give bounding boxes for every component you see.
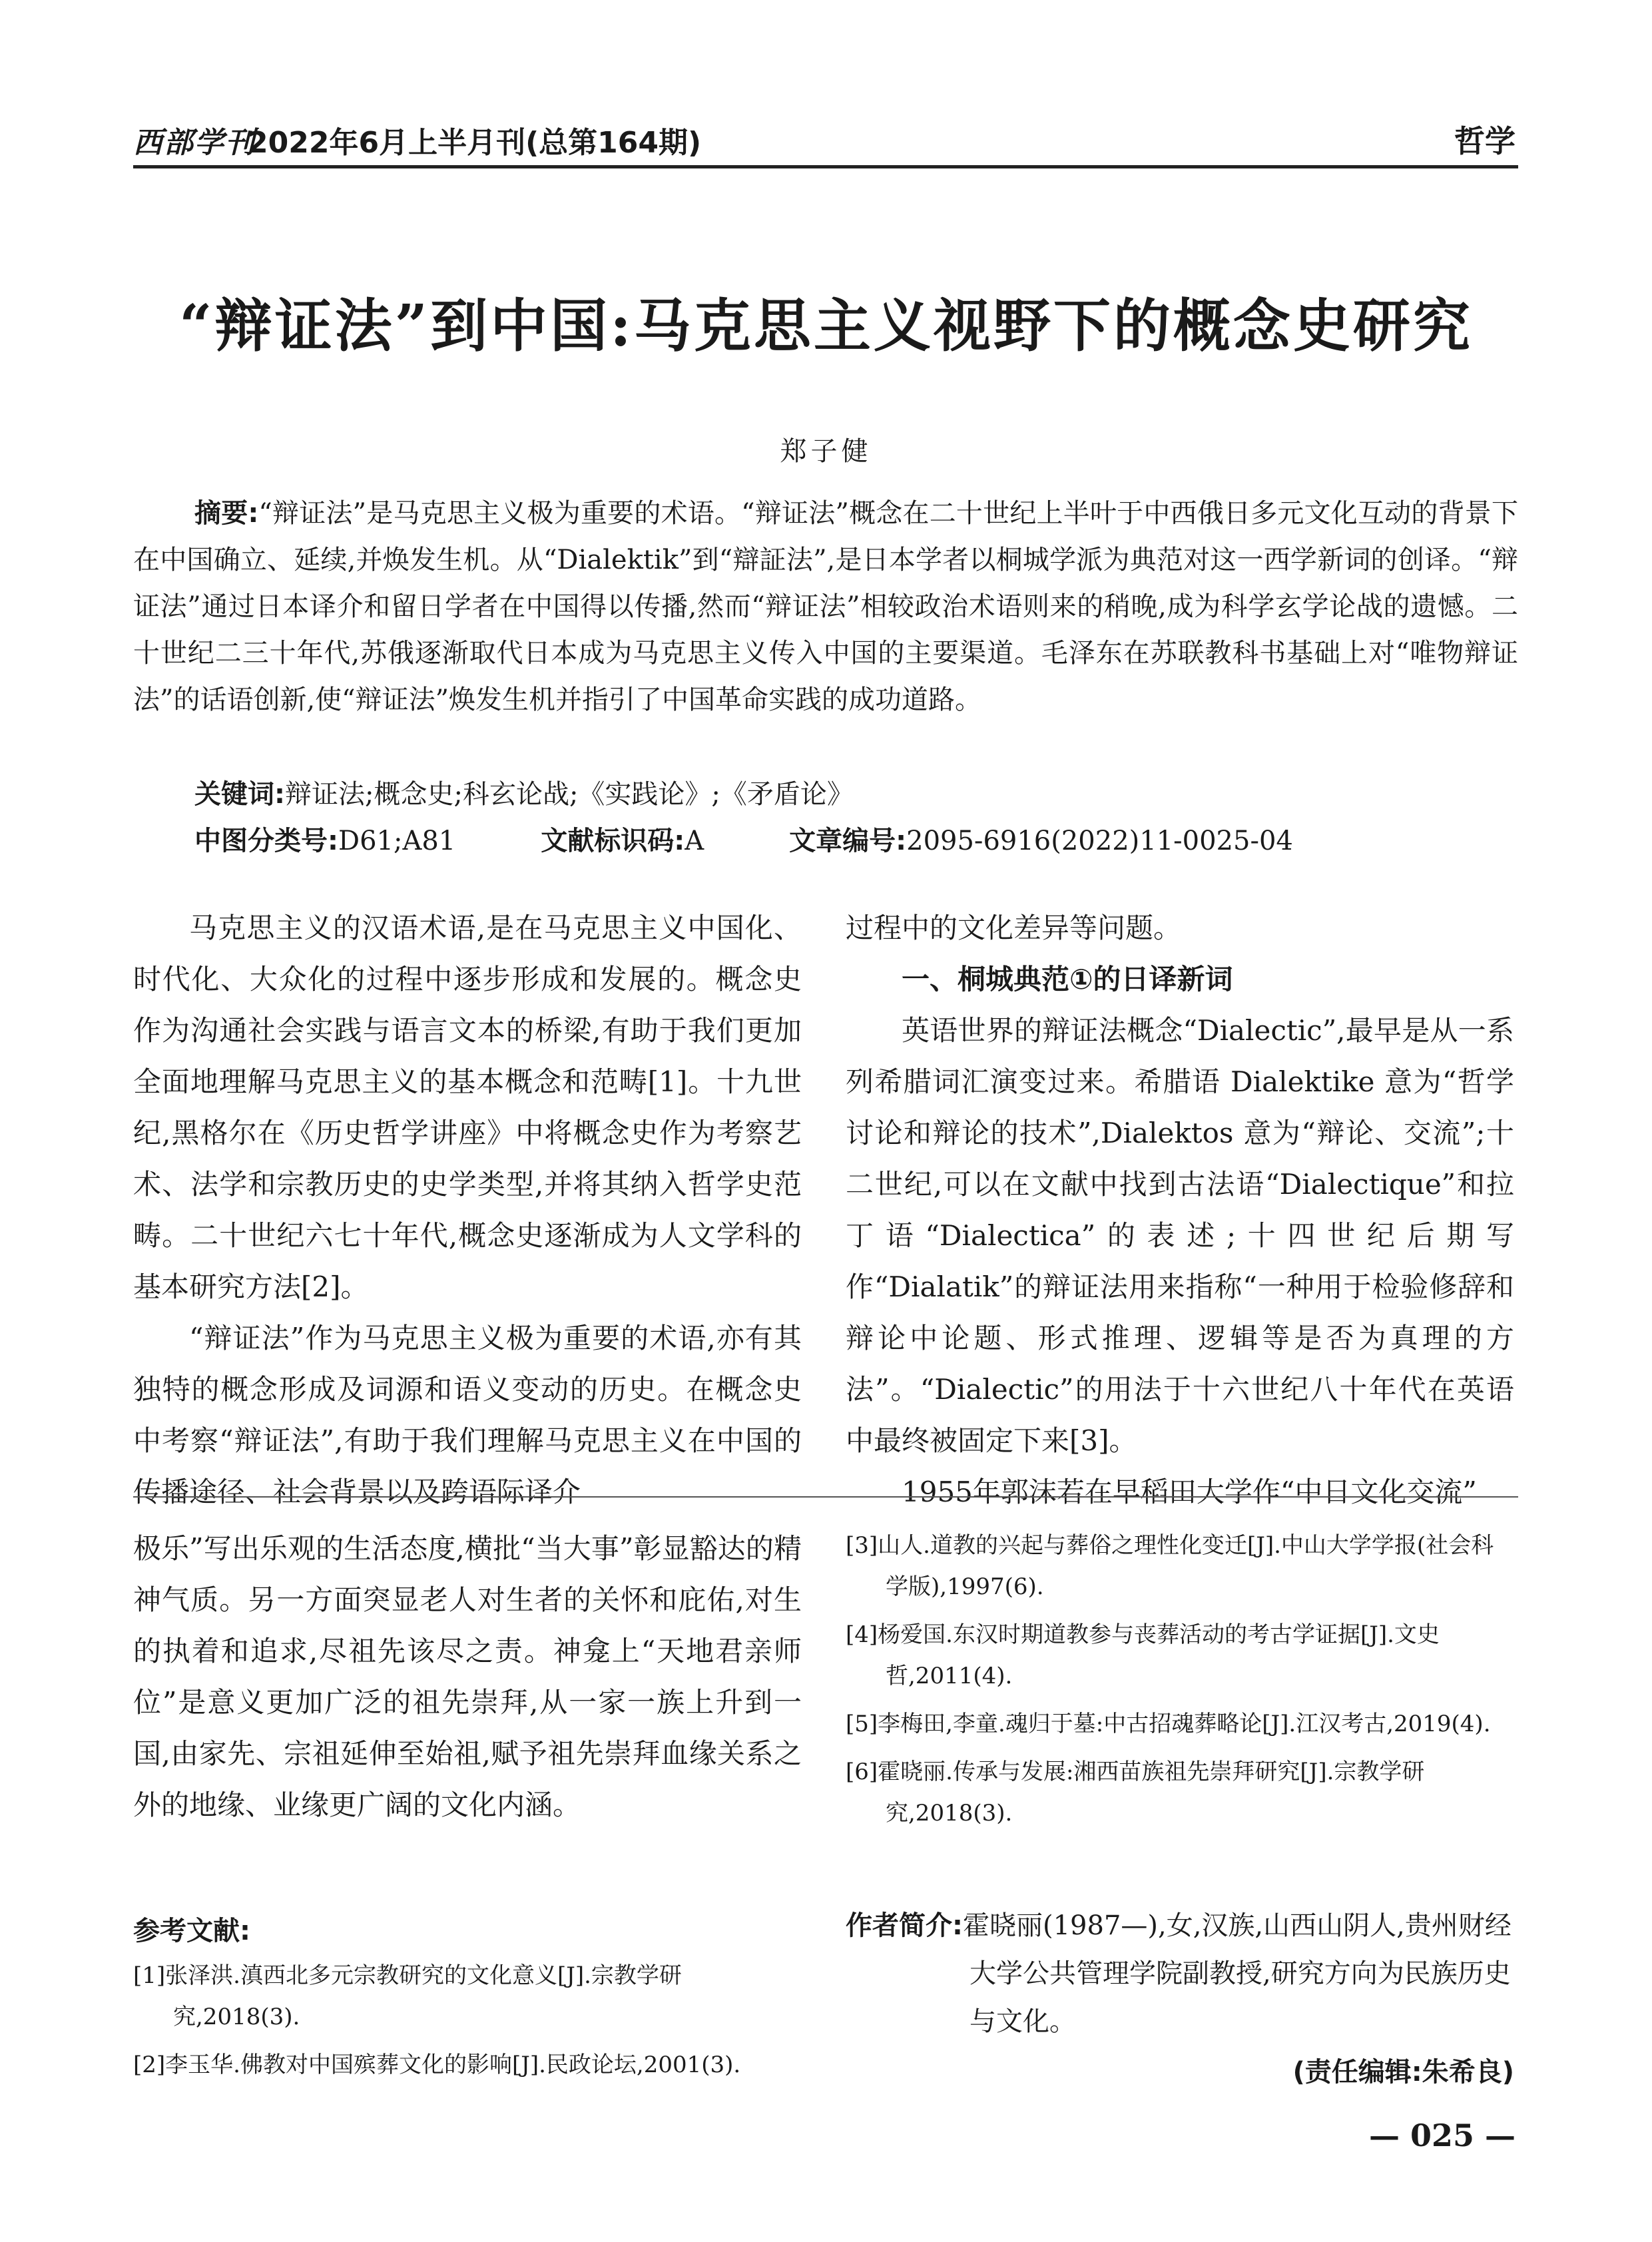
reference-item: [1]张泽洪.滇西北多元宗教研究的文化意义[J].宗教学研究,2018(3). bbox=[133, 1962, 682, 2030]
reference-item: [2]李玉华.佛教对中国殡葬文化的影响[J].民政论坛,2001(3). bbox=[133, 2052, 741, 2078]
body-paragraph: 过程中的文化差异等问题。 bbox=[846, 912, 1182, 944]
classification-line bbox=[133, 818, 1518, 864]
keywords-label: 关键词: bbox=[194, 779, 285, 810]
article-number-value: 2095-6916(2022)11-0025-04 bbox=[906, 826, 1293, 856]
body-paragraph: 马克思主义的汉语术语,是在马克思主义中国化、时代化、大众化的过程中逐步形成和发展的。概念史作为沟通社会实践与语言文本的桥梁,有助于我们更加全面地理解马克思主义的基本概念和范畴[1]。十九世纪,黑格尔在《历史哲学讲座》中将概念史作为考察艺术、法学和宗教历史的史学类型,并将其纳入哲学史范畴。二十世纪六七十年代,概念史逐渐成为人文学科的基本研究方法[2]。 bbox=[133, 912, 802, 1303]
body-column-right bbox=[846, 902, 1514, 1518]
reference-item: [4]杨爱国.东汉时期道教参与丧葬活动的考古学证据[J].文史哲,2011(4). bbox=[846, 1621, 1440, 1689]
references-title: 参考文献: bbox=[133, 1916, 250, 1946]
header-rule bbox=[133, 165, 1518, 168]
body-paragraph: 极乐”写出乐观的生活态度,横批“当大事”彰显豁达的精神气质。另一方面突显老人对生者的关怀和庇佑,对生的执着和追求,尽祖先该尽之责。神龛上“天地君亲师位”是意义更加广泛的祖先崇拜,从一家一族上升到一国,由家先、宗祖延伸至始祖,赋予祖先崇拜血缘关系之外的地缘、业缘更广阔的文化内涵。 bbox=[133, 1532, 802, 1821]
keywords bbox=[133, 771, 1518, 818]
journal-logo: 西部学刊 bbox=[133, 126, 256, 160]
doc-code-value: A bbox=[685, 826, 704, 856]
references-left bbox=[133, 1955, 802, 2092]
author-bio bbox=[846, 1902, 1514, 2096]
section-label: 哲学 bbox=[1454, 123, 1515, 159]
clc-value: D61;A81 bbox=[338, 826, 456, 856]
article-title: “辩证法”到中国:马克思主义视野下的概念史研究 bbox=[179, 292, 1473, 360]
author-bio-text-wrap bbox=[846, 1902, 1514, 2046]
section-divider bbox=[133, 1496, 1518, 1498]
body-paragraph: 英语世界的辩证法概念“Dialectic”,最早是从一系列希腊词汇演变过来。希腊语 Dialektike 意为“哲学讨论和辩论的技术”,Dialektos 意为“辩论、交流”;十二世纪,可以在文献中找到古法语“Dialectique”和拉丁语“Dialectica”的表述;十四世纪后期写作“Dialatik”的辩证法用来指称“一种用于检验修辞和辩论中论题、形式推理、逻辑等是否为真理的方法”。“Dialectic”的用法于十六世纪八十年代在英语中最终被固定下来[3]。 bbox=[846, 1014, 1514, 1457]
doc-code-label: 文献标识码: bbox=[541, 826, 685, 856]
article-number-label: 文章编号: bbox=[789, 826, 907, 856]
abstract bbox=[133, 490, 1518, 723]
section-heading: 一、桐城典范①的日译新词 bbox=[902, 963, 1233, 995]
previous-article-text bbox=[133, 1523, 802, 1830]
abstract-label: 摘要: bbox=[194, 498, 259, 529]
author-bio-text: 霍晓丽(1987—),女,汉族,山西山阴人,贵州财经大学公共管理学院副教授,研究方向为民族历史与文化。 bbox=[963, 1910, 1512, 2037]
reference-item: [6]霍晓丽.传承与发展:湘西苗族祖先崇拜研究[J].宗教学研究,2018(3). bbox=[846, 1759, 1425, 1826]
references-right bbox=[846, 1525, 1514, 1840]
journal-issue: 2022年6月上半月刊(总第164期) bbox=[248, 126, 702, 160]
author-name: 郑子健 bbox=[780, 436, 872, 467]
doc-code bbox=[541, 818, 704, 864]
clc-code bbox=[194, 818, 455, 864]
reference-item: [5]李梅田,李童.魂归于墓:中古招魂葬略论[J].江汉考古,2019(4). bbox=[846, 1711, 1491, 1737]
body-column-left bbox=[133, 902, 802, 1518]
body-paragraph: 1955年郭沫若在早稻田大学作“中日文化交流” bbox=[902, 1476, 1477, 1508]
page-number: — 025 — bbox=[1368, 2117, 1515, 2153]
article-number bbox=[789, 826, 1293, 856]
reference-item: [3]山人.道教的兴起与葬俗之理性化变迁[J].中山大学学报(社会科学版),1997(6). bbox=[846, 1532, 1494, 1600]
body-paragraph: “辩证法”作为马克思主义极为重要的术语,亦有其独特的概念形成及词源和语义变动的历史。在概念史中考察“辩证法”,有助于我们理解马克思主义在中国的传播途径、社会背景以及跨语际译介 bbox=[133, 1322, 802, 1508]
responsible-editor: (责任编辑:朱希良) bbox=[1292, 2057, 1514, 2088]
abstract-text: “辩证法”是马克思主义极为重要的术语。“辩证法”概念在二十世纪上半叶于中西俄日多元文化互动的背景下在中国确立、延续,并焕发生机。从“Dialektik”到“辯証法”,是日本学者以桐城学派为典范对这一西学新词的创译。“辩证法”通过日本译介和留日学者在中国得以传播,然而“辩证法”相较政治术语则来的稍晚,成为科学玄学论战的遗憾。二十世纪二三十年代,苏俄逐渐取代日本成为马克思主义传入中国的主要渠道。毛泽东在苏联教科书基础上对“唯物辩证法”的话语创新,使“辩证法”焕发生机并指引了中国革命实践的成功道路。 bbox=[133, 498, 1518, 715]
keywords-text: 辩证法;概念史;科玄论战;《实践论》;《矛盾论》 bbox=[285, 779, 854, 810]
author-bio-label: 作者简介: bbox=[846, 1910, 963, 1941]
clc-label: 中图分类号: bbox=[194, 826, 338, 856]
